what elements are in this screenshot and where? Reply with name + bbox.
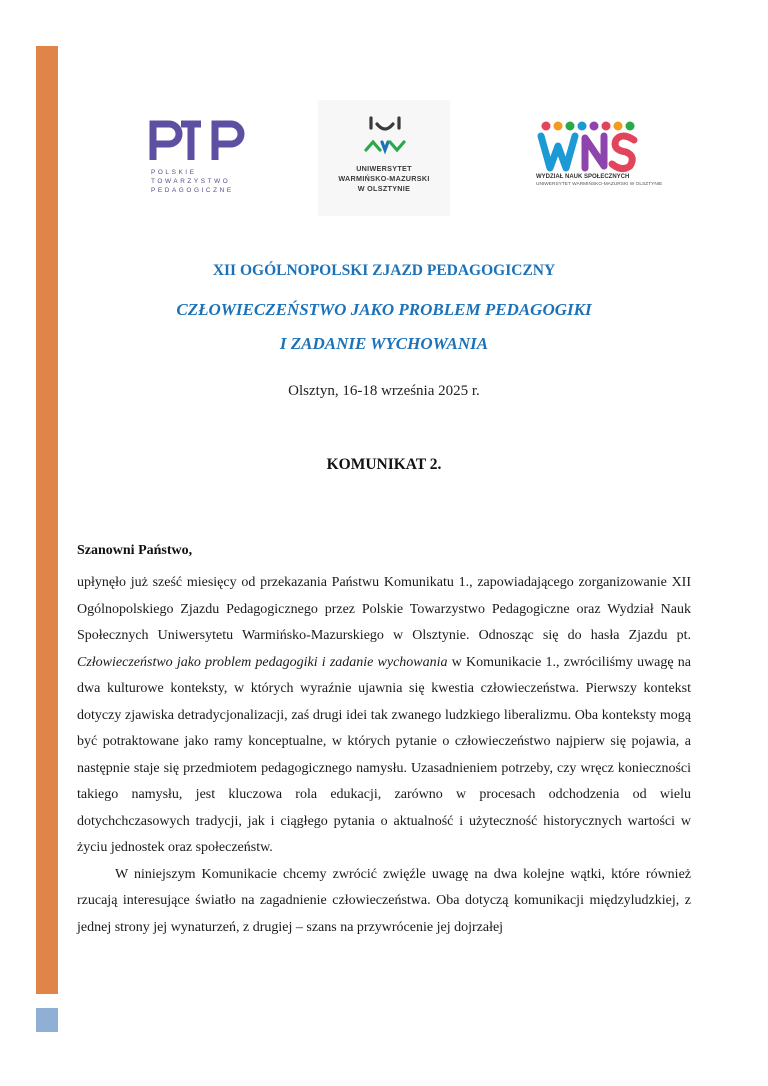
place-date: Olsztyn, 16-18 września 2025 r. xyxy=(288,383,480,399)
ptp-logo-line: PEDAGOGICZNE xyxy=(151,187,234,194)
ptp-logo xyxy=(145,118,255,202)
uwm-logo-line: UNIWERSYTET xyxy=(356,164,412,173)
decorative-side-bar xyxy=(36,46,58,994)
body-text xyxy=(77,570,691,941)
uwm-logo-text xyxy=(318,164,450,194)
slogan-italic: Człowieczeństwo jako problem pedagogiki i zadanie wychowania xyxy=(77,654,448,670)
uwm-logo-line: W OLSZTYNIE xyxy=(357,184,411,193)
uwm-logo-line: WARMIŃSKO-MAZURSKI xyxy=(338,174,430,183)
ptp-logo-line: POLSKIE xyxy=(151,169,197,176)
decorative-side-square xyxy=(36,1008,58,1032)
ptp-mark-icon xyxy=(147,118,247,162)
greeting: Szanowni Państwo, xyxy=(77,543,193,558)
theme-line: CZŁOWIECZEŃSTWO JAKO PROBLEM PEDAGOGIKI xyxy=(176,300,592,319)
conference-title: XII OGÓLNOPOLSKI ZJAZD PEDAGOGICZNY xyxy=(212,262,556,279)
paragraph-text: w Komunikacie 1., zwróciliśmy uwagę na dwa kulturowe konteksty, w których wyraźnie ujawnia się kwestia człowieczeństwa. Pierwszy kontekst dotyczy zjawiska detradycjonalizacji, zaś drugi idei tak zwanego ludzkiego liberalizmu. Oba konteksty mogą być potraktowane jako ramy konceptualne, w których pytanie o człowieczeństwo najpierw się pojawia, a następnie staje się przedmiotem pedagogicznego namysłu. Uzasadnieniem potrzeby, czy wręcz konieczności takiego namysłu, jest kluczowa rola edukacji, zarówno w procesach odchodzenia od wielu dotychchczasowych tradycji, jak i ciągłego pytania o aktualność i użyteczność historycznych wartości w życiu jednostek oraz społeczeństw. xyxy=(77,654,691,855)
uwm-logo xyxy=(318,100,450,216)
ptp-logo-line: TOWARZYSTWO xyxy=(151,178,231,185)
uwm-mark-icon xyxy=(362,116,408,158)
paragraph-text: upłynęło już sześć miesięcy od przekazania Państwu Komunikatu 1., zapowiadającego zorganizowanie XII Ogólnopolskiego Zjazdu Pedagogicznego przez Polskie Towarzystwo Pedagogiczne oraz Wydział Nauk Społecznych Uniwersytetu Warmińsko-Mazurskiego w Olsztynie. Odnosząc się do hasła Zjazdu pt. xyxy=(77,575,691,643)
paragraph: W niniejszym Komunikacie chcemy zwrócić zwięźle uwagę na dwa kolejne wątki, które również rzucają interesujące światło na zagadnienie człowieczeństwa. Oba dotyczą komunikacji międzyludzkiej, z jednej strony jej wynaturzeń, z drugiej – szans na przywrócenie jej dojrzałej xyxy=(77,866,691,935)
paragraph xyxy=(77,570,691,862)
wns-mark-icon xyxy=(536,120,640,180)
wns-logo-subline: UNIWERSYTET WARMIŃSKO-MAZURSKI W OLSZTYNIE xyxy=(536,182,663,187)
communique-number: KOMUNIKAT 2. xyxy=(326,456,442,473)
wns-logo-line: WYDZIAŁ NAUK SPOŁECZNYCH xyxy=(536,174,630,180)
ptp-logo-text xyxy=(151,168,251,195)
theme-line: I ZADANIE WYCHOWANIA xyxy=(279,334,489,353)
wns-logo xyxy=(530,112,670,208)
